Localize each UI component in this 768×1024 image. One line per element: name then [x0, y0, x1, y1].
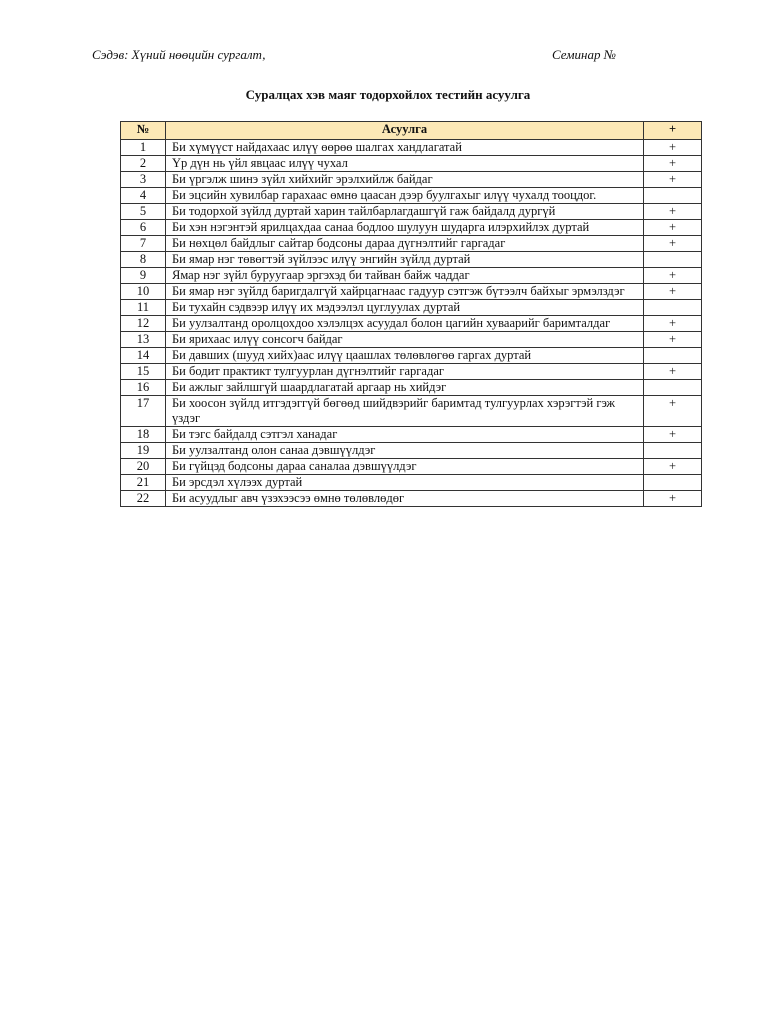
row-number-cell: 15 [121, 364, 166, 380]
question-text-cell: Би үргэлж шинэ зүйл хийхийг эрэлхийлж байдаг [166, 172, 644, 188]
row-number-cell: 5 [121, 204, 166, 220]
row-number-cell: 11 [121, 300, 166, 316]
table-row [121, 459, 702, 475]
question-text-cell: Би эрсдэл хүлээх дуртай [166, 475, 644, 491]
mark-cell [644, 348, 702, 364]
mark-cell: + [644, 427, 702, 443]
table-row [121, 156, 702, 172]
table-row [121, 172, 702, 188]
question-text-cell: Би тэгс байдалд сэтгэл ханадаг [166, 427, 644, 443]
table-row [121, 252, 702, 268]
table-row [121, 204, 702, 220]
table-row [121, 475, 702, 491]
mark-cell: + [644, 156, 702, 172]
row-number-cell: 18 [121, 427, 166, 443]
question-text-cell: Үр дүн нь үйл явцаас илүү чухал [166, 156, 644, 172]
mark-cell: + [644, 284, 702, 300]
row-number-cell: 4 [121, 188, 166, 204]
questionnaire-table [120, 121, 702, 507]
mark-cell [644, 252, 702, 268]
mark-cell [644, 475, 702, 491]
table-row [121, 284, 702, 300]
column-header-mark: + [644, 122, 702, 140]
mark-cell [644, 188, 702, 204]
row-number-cell: 6 [121, 220, 166, 236]
row-number-cell: 12 [121, 316, 166, 332]
table-row [121, 332, 702, 348]
mark-cell: + [644, 236, 702, 252]
table-row [121, 140, 702, 156]
question-text-cell: Би бодит практикт тулгуурлан дүгнэлтийг гаргадаг [166, 364, 644, 380]
header-topic: Сэдэв: Хүний нөөцийн сургалт, [92, 47, 266, 62]
question-text-cell: Би уулзалтанд оролцохдоо хэлэлцэх асуудал болон цагийн хуваарийг баримталдаг [166, 316, 644, 332]
row-number-cell: 13 [121, 332, 166, 348]
mark-cell: + [644, 268, 702, 284]
mark-cell [644, 380, 702, 396]
table-row [121, 300, 702, 316]
table-row [121, 380, 702, 396]
table-row [121, 268, 702, 284]
question-text-cell: Би давших (шууд хийх)аас илүү цаашлах төлөвлөгөө гаргах дуртай [166, 348, 644, 364]
row-number-cell: 2 [121, 156, 166, 172]
mark-cell: + [644, 459, 702, 475]
table-row [121, 443, 702, 459]
question-text-cell: Би ямар нэг зүйлд баригдалгүй хайрцагнаас гадуур сэтгэж бүтээлч байхыг эрмэлздэг [166, 284, 644, 300]
table-row [121, 188, 702, 204]
table-row [121, 220, 702, 236]
mark-cell: + [644, 220, 702, 236]
mark-cell [644, 443, 702, 459]
row-number-cell: 21 [121, 475, 166, 491]
row-number-cell: 22 [121, 491, 166, 507]
row-number-cell: 14 [121, 348, 166, 364]
row-number-cell: 16 [121, 380, 166, 396]
row-number-cell: 3 [121, 172, 166, 188]
table-row [121, 348, 702, 364]
row-number-cell: 19 [121, 443, 166, 459]
mark-cell: + [644, 332, 702, 348]
table-header-row [121, 122, 702, 140]
mark-cell: + [644, 364, 702, 380]
question-text-cell: Би ярихаас илүү сонсогч байдаг [166, 332, 644, 348]
page-title: Суралцах хэв маяг тодорхойлох тестийн асуулга [245, 87, 531, 102]
row-number-cell: 9 [121, 268, 166, 284]
table-row [121, 364, 702, 380]
column-header-question: Асуулга [166, 122, 644, 140]
column-header-number: № [121, 122, 166, 140]
mark-cell: + [644, 140, 702, 156]
question-text-cell: Би тодорхой зүйлд дуртай харин тайлбарлагдашгүй гаж байдалд дургүй [166, 204, 644, 220]
table-row [121, 316, 702, 332]
table-row [121, 396, 702, 427]
row-number-cell: 1 [121, 140, 166, 156]
question-text-cell: Би гүйцэд бодсоны дараа саналаа дэвшүүлдэг [166, 459, 644, 475]
row-number-cell: 20 [121, 459, 166, 475]
question-text-cell: Би ямар нэг төвөгтэй зүйлээс илүү энгийн зүйлд дуртай [166, 252, 644, 268]
table-row [121, 491, 702, 507]
question-text-cell: Би хоосон зүйлд итгэдэггүй бөгөөд шийдвэрийг баримтад тулгуурлах хэрэгтэй гэж үздэг [166, 396, 644, 427]
question-text-cell: Би ажлыг зайлшгүй шаардлагатай аргаар нь хийдэг [166, 380, 644, 396]
question-text-cell: Би эцсийн хувилбар гарахаас өмнө цаасан дээр буулгахыг илүү чухалд тооцдог. [166, 188, 644, 204]
mark-cell: + [644, 172, 702, 188]
table-row [121, 427, 702, 443]
row-number-cell: 17 [121, 396, 166, 427]
mark-cell: + [644, 316, 702, 332]
question-text-cell: Би нөхцөл байдлыг сайтар бодсоны дараа дүгнэлтийг гаргадаг [166, 236, 644, 252]
row-number-cell: 7 [121, 236, 166, 252]
mark-cell: + [644, 396, 702, 427]
question-text-cell: Би тухайн сэдвээр илүү их мэдээлэл цуглуулах дуртай [166, 300, 644, 316]
question-text-cell: Би асуудлыг авч үзэхээсээ өмнө төлөвлөдөг [166, 491, 644, 507]
row-number-cell: 8 [121, 252, 166, 268]
question-text-cell: Би уулзалтанд олон санаа дэвшүүлдэг [166, 443, 644, 459]
mark-cell: + [644, 491, 702, 507]
mark-cell [644, 300, 702, 316]
question-text-cell: Би хүмүүст найдахаас илүү өөрөө шалгах хандлагатай [166, 140, 644, 156]
question-text-cell: Ямар нэг зүйл буруугаар эргэхэд би тайван байж чаддаг [166, 268, 644, 284]
question-text-cell: Би хэн нэгэнтэй ярилцахдаа санаа бодлоо шулуун шударга илэрхийлэх дуртай [166, 220, 644, 236]
table-row [121, 236, 702, 252]
mark-cell: + [644, 204, 702, 220]
header-seminar: Семинар № [552, 47, 616, 62]
row-number-cell: 10 [121, 284, 166, 300]
